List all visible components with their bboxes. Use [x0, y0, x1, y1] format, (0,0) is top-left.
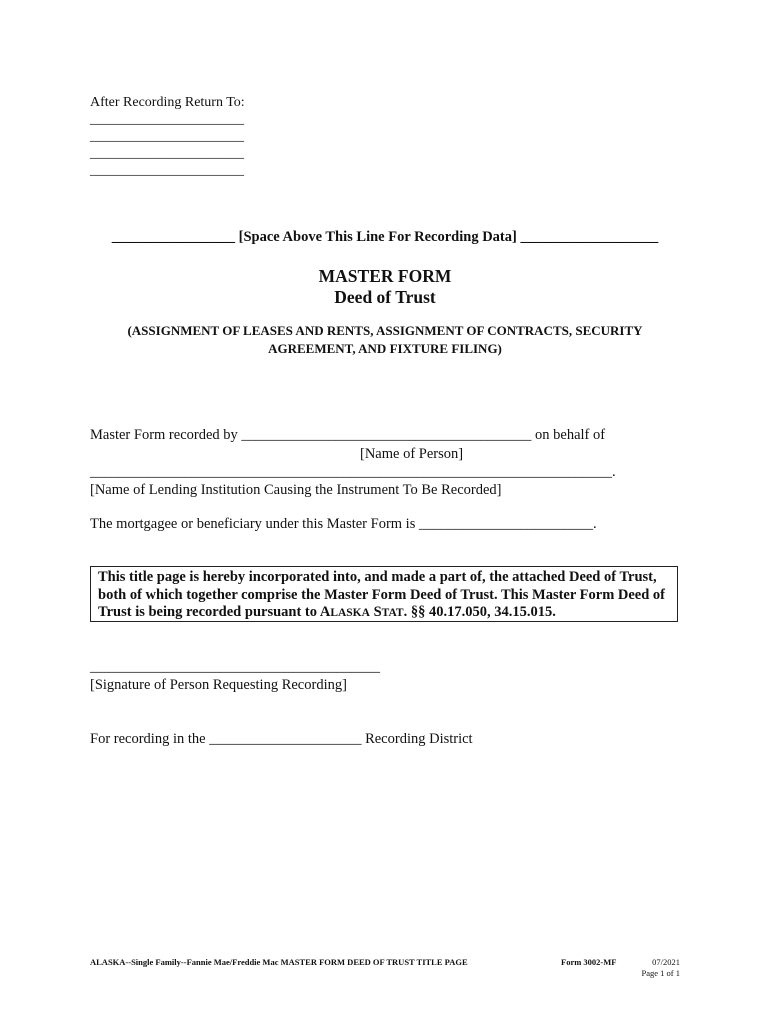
return-to-block — [90, 94, 245, 179]
statute-a-rest: LASKA — [330, 607, 370, 619]
incorporation-text: This title page is hereby incorporated into, and made a part of, the attached Deed of Trust, both of which together comprise the Master Form Deed of Trust. This Master Form Deed of Trust is being recorded pursuant to — [98, 569, 666, 620]
signature-label: [Signature of Person Requesting Recording] — [90, 677, 347, 693]
document-subtitle: Deed of Trust — [334, 287, 436, 307]
name-of-person-label: [Name of Person] — [360, 446, 464, 462]
footer-date: 07/2021 — [652, 957, 680, 967]
statute-references: . §§ 40.17.050, 34.15.015. — [403, 604, 556, 620]
recording-data-line: _________________ [Space Above This Line For Recording Data] ___________________ — [111, 229, 659, 245]
return-to-label: After Recording Return To: — [90, 95, 245, 110]
footer-form-number: Form 3002-MF — [561, 957, 617, 967]
assignments-heading: (ASSIGNMENT OF LEASES AND RENTS, ASSIGNMENT OF CONTRACTS, SECURITY AGREEMENT, AND FIXTURE FILING) — [127, 323, 643, 356]
footer-form-description: ALASKA--Single Family--Fannie Mae/Freddie Mac MASTER FORM DEED OF TRUST TITLE PAGE — [90, 957, 468, 967]
lending-institution-label: [Name of Lending Institution Causing the Instrument To Be Recorded] — [90, 482, 502, 498]
mortgagee-line: The mortgagee or beneficiary under this Master Form is ________________________. — [90, 516, 597, 532]
statute-name — [320, 604, 404, 620]
incorporation-notice-box — [90, 566, 678, 622]
statute-s-first: S — [373, 604, 382, 620]
footer-page-number: Page 1 of 1 — [641, 968, 680, 978]
return-to-line-1: ______________________ — [90, 112, 244, 127]
statute-s-rest: TAT — [381, 607, 404, 619]
return-to-line-2: ______________________ — [90, 129, 244, 144]
return-to-line-4: ______________________ — [90, 163, 244, 178]
recorded-by-line: Master Form recorded by ________________________________________ on behalf of — [90, 427, 606, 443]
document-title: MASTER FORM — [318, 266, 452, 286]
signature-line: ________________________________________ — [90, 659, 380, 675]
return-to-line-3: ______________________ — [90, 146, 244, 161]
lending-institution-line: ________________________________________________________________________. — [90, 464, 616, 480]
recording-district-line: For recording in the _____________________ Recording District — [90, 731, 473, 747]
statute-a-first: A — [319, 604, 331, 620]
